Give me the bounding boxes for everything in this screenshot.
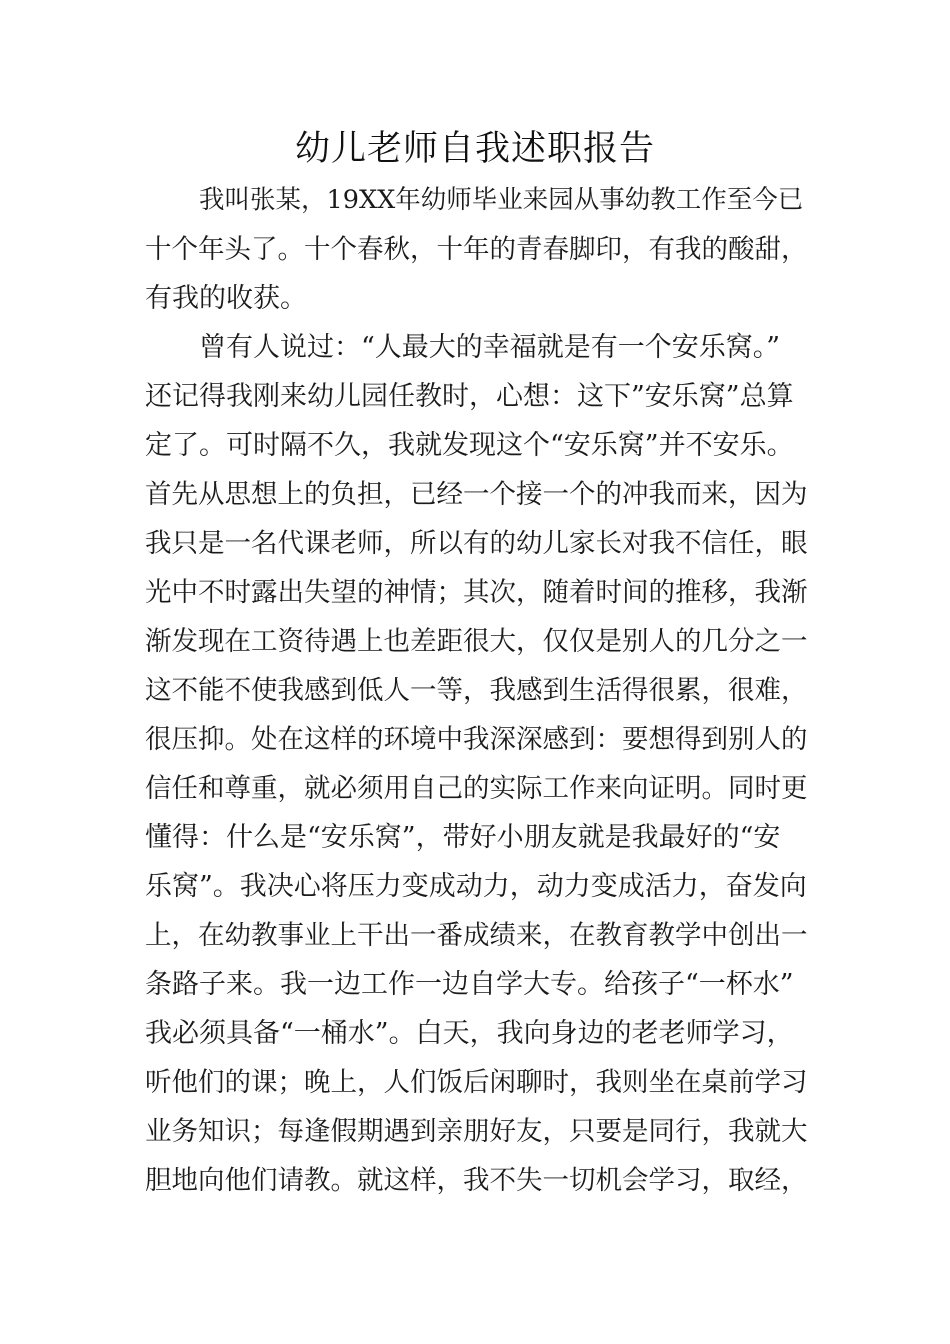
- paragraph-line: 业务知识；每逢假期遇到亲朋好友，只要是同行，我就大: [145, 1116, 808, 1147]
- paragraph-line: 懂得：什么是“安乐窝”，带好小朋友就是我最好的“安: [145, 822, 781, 853]
- paragraph-line: 胆地向他们请教。就这样，我不失一切机会学习，取经，: [145, 1165, 808, 1196]
- paragraph-line: 很压抑。处在这样的环境中我深深感到：要想得到别人的: [145, 724, 808, 755]
- paragraph-first-line: 曾有人说过：“人最大的幸福就是有一个安乐窝。”: [199, 332, 781, 363]
- paragraph-line: 首先从思想上的负担，已经一个接一个的冲我而来，因为: [145, 479, 808, 510]
- document-body: [145, 176, 811, 1205]
- paragraph-line: 有我的收获。: [145, 283, 307, 314]
- paragraph-line: 信任和尊重，就必须用自己的实际工作来向证明。同时更: [145, 773, 808, 804]
- paragraph-line: 上，在幼教事业上干出一番成绩来，在教育教学中创出一: [145, 920, 808, 951]
- paragraph-line: 光中不时露出失望的神情；其次，随着时间的推移，我渐: [145, 577, 808, 608]
- paragraph-line: 条路子来。我一边工作一边自学大专。给孩子“一杯水”: [145, 969, 794, 1000]
- paragraph-line: 乐窝”。我决心将压力变成动力，动力变成活力，奋发向: [145, 871, 807, 902]
- paragraph-line: 听他们的课；晚上，人们饭后闲聊时，我则坐在桌前学习: [145, 1067, 808, 1098]
- paragraph-first-line: 我叫张某，19XX年幼师毕业来园从事幼教工作至今已: [199, 185, 804, 215]
- paragraph-line: 我只是一名代课老师，所以有的幼儿家长对我不信任，眼: [145, 528, 808, 559]
- document-title: 幼儿老师自我述职报告: [294, 129, 655, 169]
- paragraph-line: 这不能不使我感到低人一等，我感到生活得很累，很难，: [145, 675, 808, 706]
- paragraph-line: 还记得我刚来幼儿园任教时，心想：这下”安乐窝”总算: [145, 381, 794, 412]
- paragraph-line: 我必须具备“一桶水”。白天，我向身边的老老师学习，: [145, 1018, 794, 1049]
- paragraph-line: 定了。可时隔不久，我就发现这个“安乐窝”并不安乐。: [145, 430, 794, 461]
- paragraph-line: 十个年头了。十个春秋，十年的青春脚印，有我的酸甜，: [145, 234, 808, 265]
- paragraph-line: 渐发现在工资待遇上也差距很大，仅仅是别人的几分之一: [145, 626, 808, 657]
